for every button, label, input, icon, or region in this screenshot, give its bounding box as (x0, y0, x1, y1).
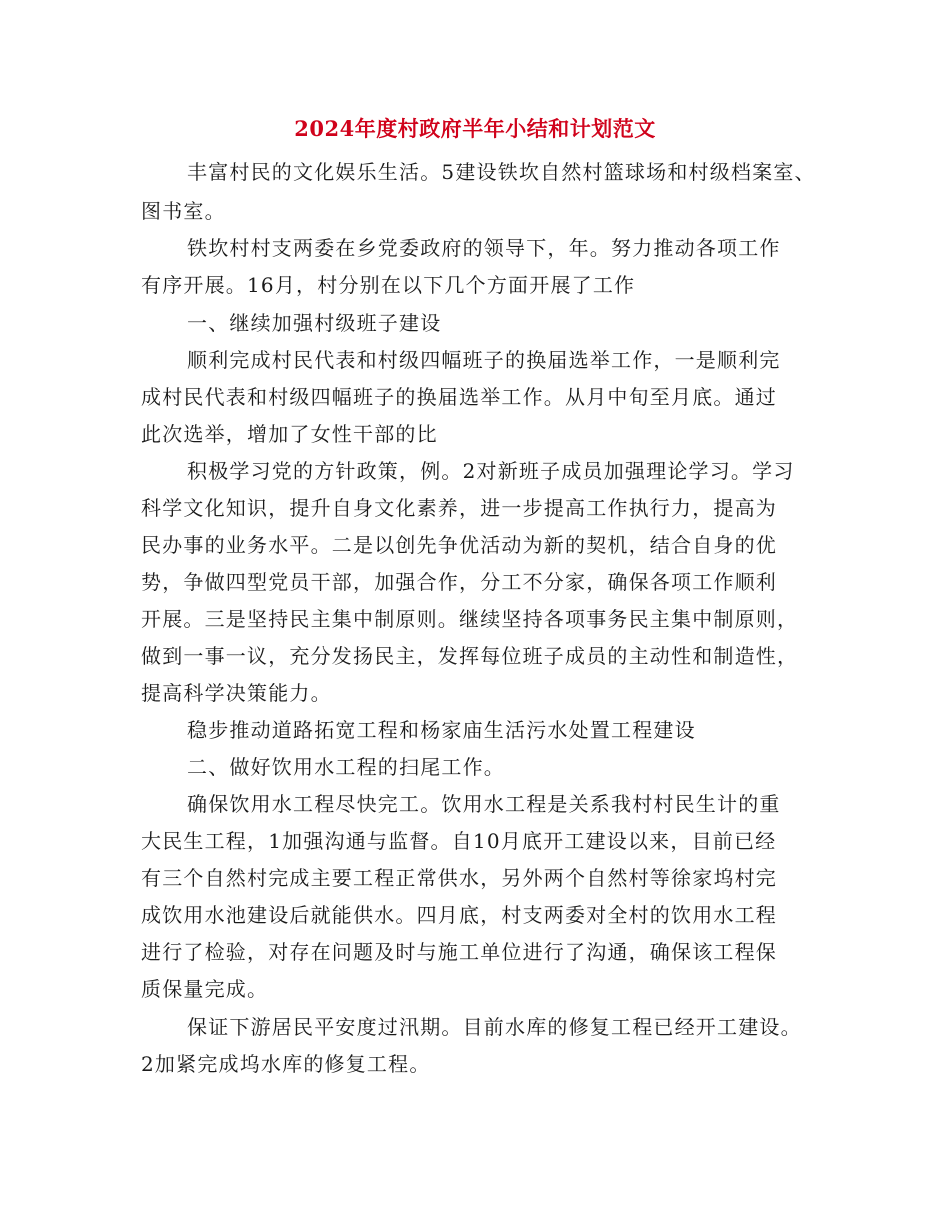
body-line: 成村民代表和村级四幅班子的换届选举工作。从月中旬至月底。通过 (141, 385, 777, 409)
body-line: 此次选举，增加了女性干部的比 (141, 422, 438, 446)
document-title: 2024年度村政府半年小结和计划范文 (294, 116, 656, 141)
body-line: 顺利完成村民代表和村级四幅班子的换届选举工作，一是顺利完 (187, 348, 781, 372)
body-line: 进行了检验，对存在问题及时与施工单位进行了沟通，确保该工程保 (141, 940, 777, 964)
body-line: 开展。三是坚持民主集中制原则。继续坚持各项事务民主集中制原则， (141, 607, 799, 631)
body-line: 做到一事一议，充分发扬民主，发挥每位班子成员的主动性和制造性， (141, 644, 799, 668)
body-line: 势，争做四型党员干部，加强合作，分工不分家，确保各项工作顺利 (141, 570, 777, 594)
body-line: 稳步推动道路拓宽工程和杨家庙生活污水处置工程建设 (187, 718, 696, 742)
body-line: 保证下游居民平安度过汛期。目前水库的修复工程已经开工建设。 (187, 1015, 802, 1039)
body-line: 图书室。 (141, 199, 226, 223)
body-line: 提高科学决策能力。 (141, 681, 332, 705)
body-line: 民办事的业务水平。二是以创先争优活动为新的契机，结合自身的优 (141, 533, 777, 557)
section-heading: 二、做好饮用水工程的扫尾工作。 (187, 755, 505, 779)
body-line: 有三个自然村完成主要工程正常供水，另外两个自然村等徐家坞村完 (141, 866, 777, 890)
body-line: 积极学习党的方针政策，例。2对新班子成员加强理论学习。学习 (187, 459, 795, 483)
body-line: 科学文化知识，提升自身文化素养，进一步提高工作执行力，提高为 (141, 496, 777, 520)
section-heading: 一、继续加强村级班子建设 (187, 311, 442, 335)
body-line: 2加紧完成坞水库的修复工程。 (141, 1052, 431, 1076)
body-line: 质保量完成。 (141, 977, 269, 1001)
body-line: 有序开展。16月，村分别在以下几个方面开展了工作 (141, 273, 636, 297)
body-line: 确保饮用水工程尽快完工。饮用水工程是关系我村村民生计的重 (187, 792, 781, 816)
body-line: 成饮用水池建设后就能供水。四月底，村支两委对全村的饮用水工程 (141, 903, 777, 927)
body-line: 铁坎村村支两委在乡党委政府的领导下，年。努力推动各项工作 (187, 236, 781, 260)
body-line: 大民生工程，1加强沟通与监督。自10月底开工建设以来，目前已经 (141, 829, 777, 853)
body-line: 丰富村民的文化娱乐生活。5建设铁坎自然村篮球场和村级档案室、 (187, 160, 816, 184)
